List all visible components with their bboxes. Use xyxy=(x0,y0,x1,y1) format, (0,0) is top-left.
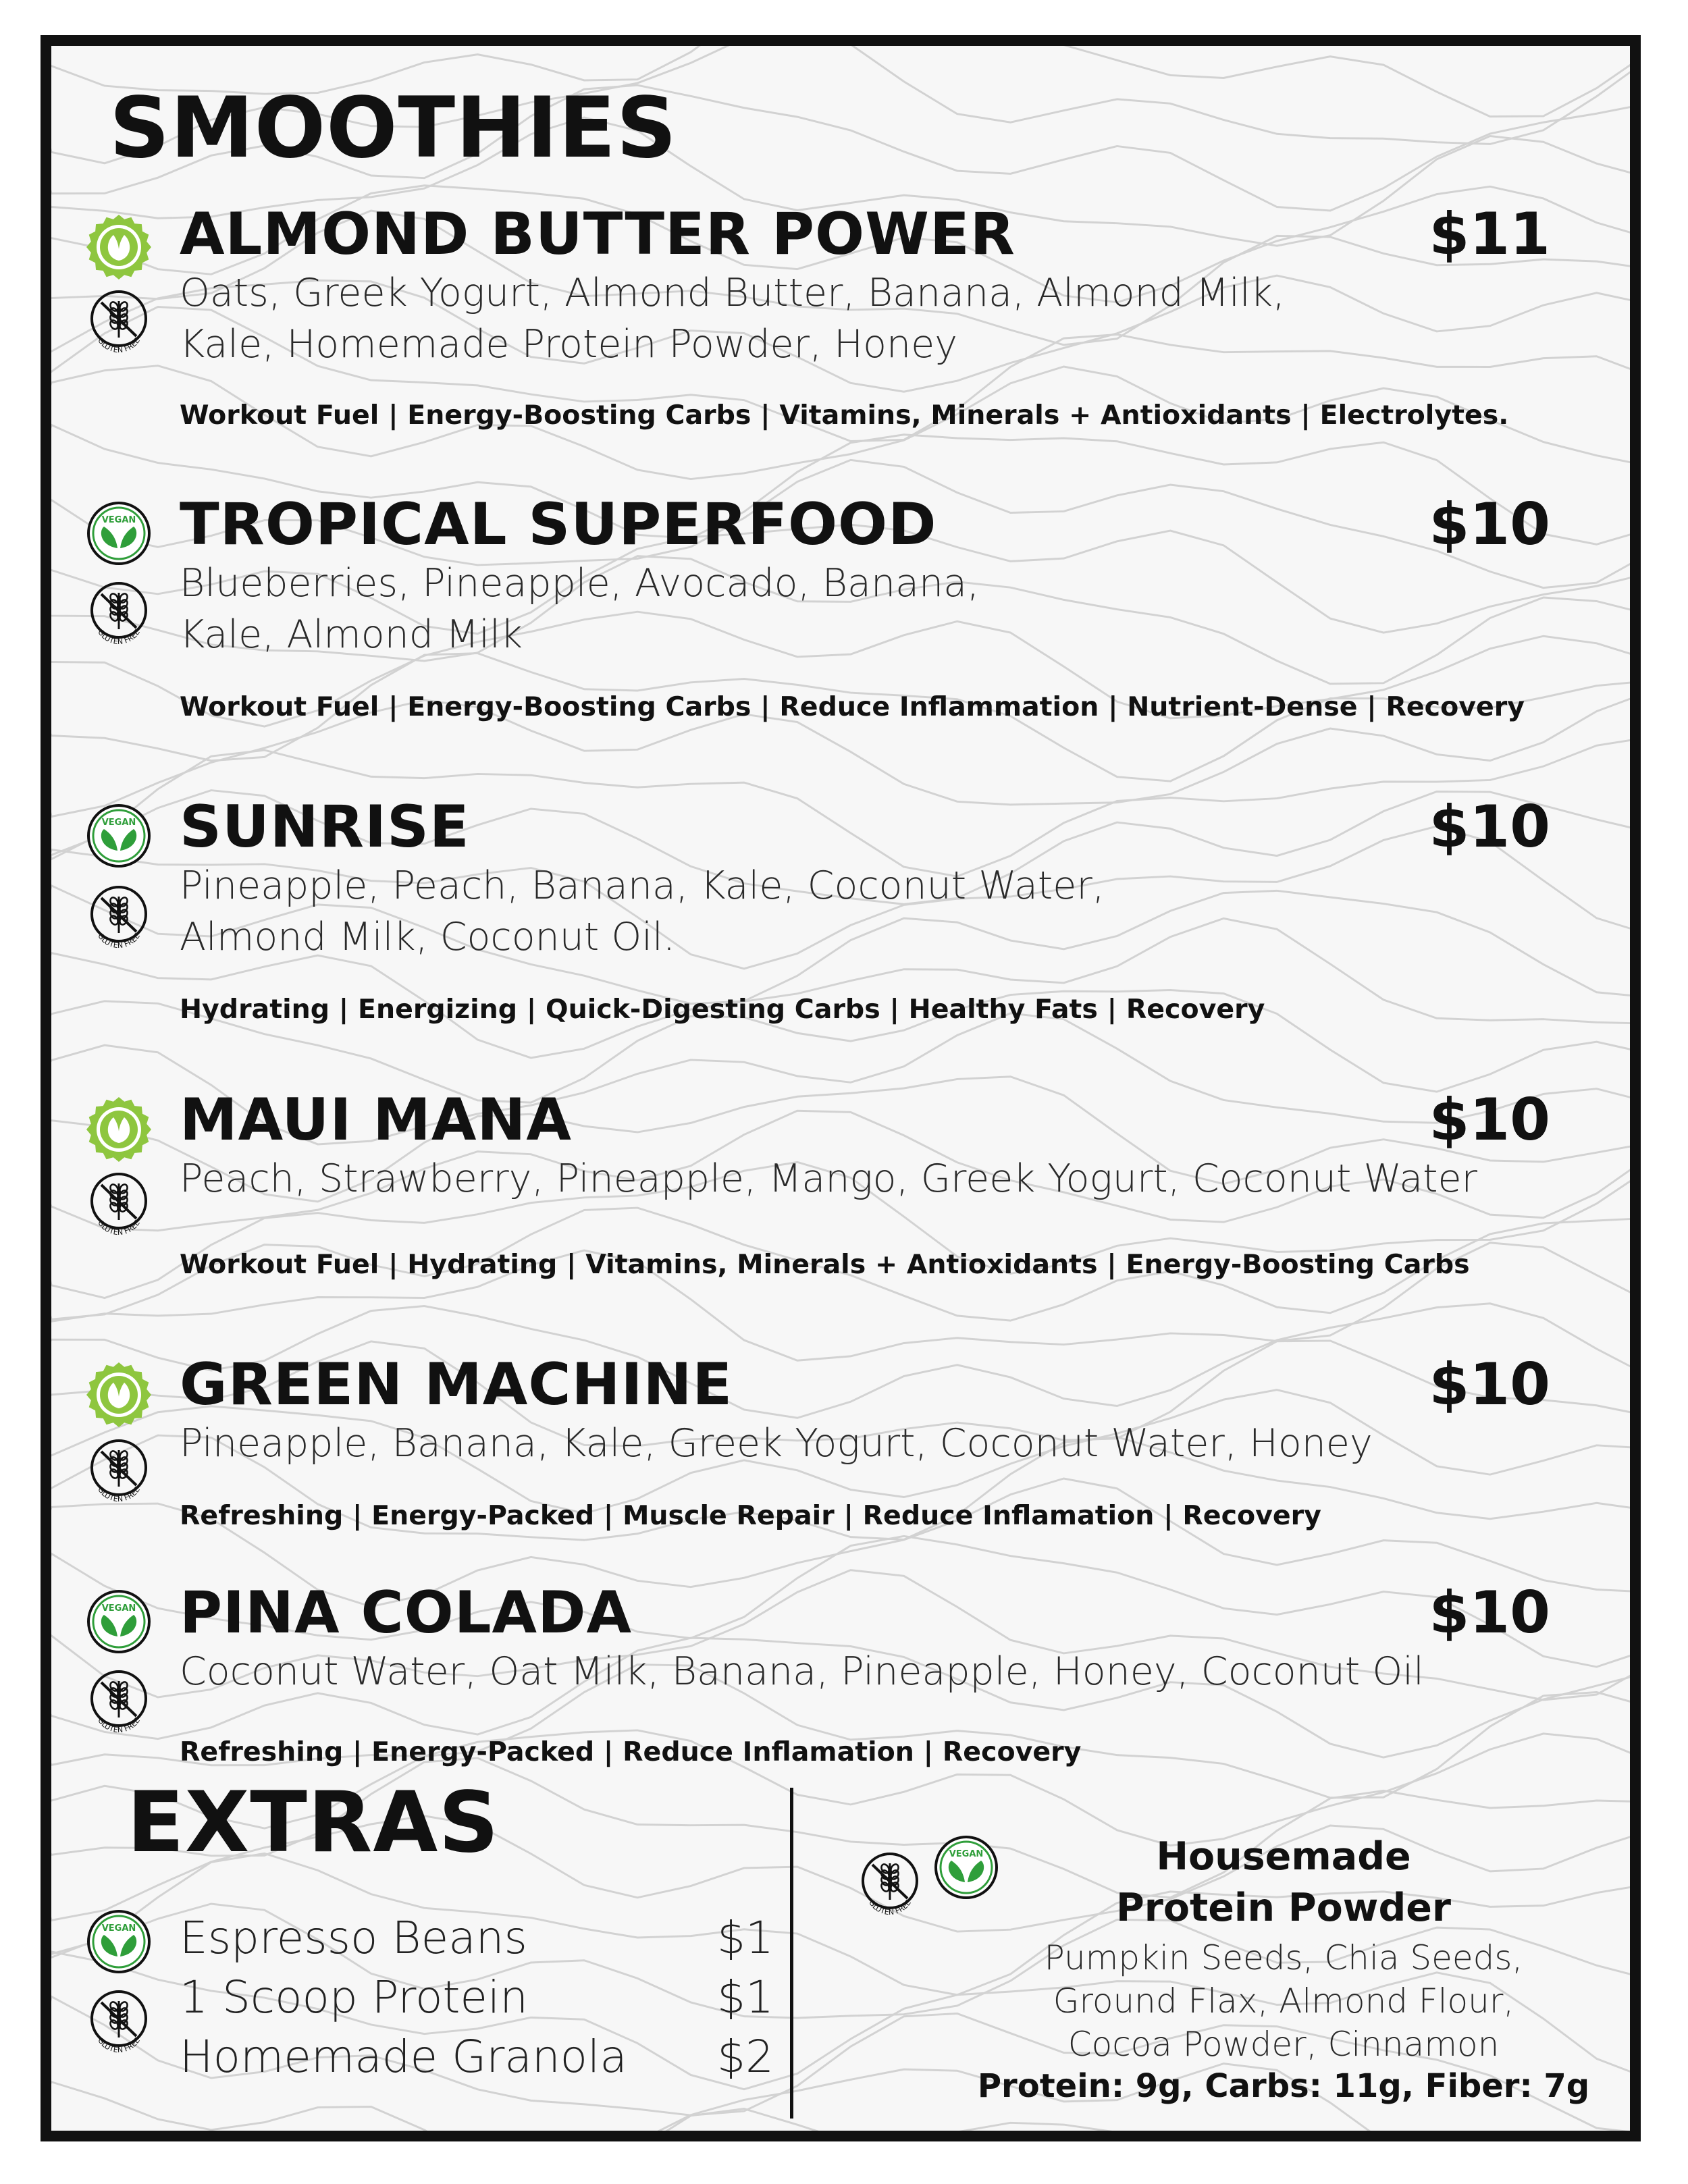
item-ingredients: Peach, Strawberry, Pineapple, Mango, Greek Yogurt, Coconut Water xyxy=(180,1156,1477,1201)
svg-text:GLUTEN FREE: GLUTEN FREE xyxy=(96,1485,142,1504)
item-name: ALMOND BUTTER POWER xyxy=(180,201,1016,268)
gluten-free-icon xyxy=(85,579,153,649)
gluten-free-icon xyxy=(85,1437,153,1507)
item-ingredients: Almond Milk, Coconut Oil. xyxy=(180,915,676,959)
svg-text:GLUTEN FREE: GLUTEN FREE xyxy=(867,1898,913,1917)
svg-text:VEGAN: VEGAN xyxy=(101,818,136,828)
protein-powder-title xyxy=(929,1831,1638,1934)
extra-item xyxy=(180,1912,774,1964)
extras-title: EXTRAS xyxy=(127,1774,500,1871)
extra-price: $1 xyxy=(717,1971,774,2023)
item-benefits: Refreshing | Energy-Packed | Muscle Repair | Reduce Inflamation | Recovery xyxy=(180,1500,1321,1531)
leaf-seal-icon xyxy=(85,213,153,281)
extra-name: Espresso Beans xyxy=(180,1912,527,1964)
item-ingredients: Kale, Homemade Protein Powder, Honey xyxy=(180,322,957,367)
svg-text:GLUTEN FREE: GLUTEN FREE xyxy=(96,1716,142,1735)
item-name: TROPICAL SUPERFOOD xyxy=(180,491,937,558)
leaf-seal-icon xyxy=(85,1361,153,1429)
item-name: GREEN MACHINE xyxy=(180,1351,733,1418)
protein-title-line: Protein Powder xyxy=(1115,1886,1452,1930)
item-price: $11 xyxy=(1429,201,1550,268)
item-price: $10 xyxy=(1429,1086,1550,1154)
gluten-free-icon xyxy=(85,1170,153,1240)
item-benefits: Workout Fuel | Hydrating | Vitamins, Minerals + Antioxidants | Energy-Boosting Carbs xyxy=(180,1249,1470,1280)
menu-title: SMOOTHIES xyxy=(109,80,678,177)
protein-ingredient-line: Pumpkin Seeds, Chia Seeds, xyxy=(1044,1938,1523,1977)
item-ingredients: Coconut Water, Oat Milk, Banana, Pineapple, Honey, Coconut Oil xyxy=(180,1649,1424,1694)
item-ingredients: Pineapple, Peach, Banana, Kale, Coconut Water, xyxy=(180,863,1105,908)
svg-text:VEGAN: VEGAN xyxy=(949,1849,984,1859)
item-benefits: Hydrating | Energizing | Quick-Digesting Carbs | Healthy Fats | Recovery xyxy=(180,994,1265,1025)
item-name: SUNRISE xyxy=(180,793,470,861)
vegan-leaf-icon xyxy=(85,500,153,567)
item-price: $10 xyxy=(1429,1579,1550,1647)
vegan-leaf-icon xyxy=(85,802,153,870)
gluten-free-icon xyxy=(85,288,153,358)
svg-text:VEGAN: VEGAN xyxy=(101,1923,136,1934)
item-name: PINA COLADA xyxy=(180,1579,633,1647)
protein-powder-nutrition: Protein: 9g, Carbs: 11g, Fiber: 7g xyxy=(977,2067,1590,2105)
menu-page xyxy=(41,35,1641,2141)
svg-text:GLUTEN FREE: GLUTEN FREE xyxy=(96,336,142,355)
svg-text:GLUTEN FREE: GLUTEN FREE xyxy=(96,628,142,647)
vegan-leaf-icon xyxy=(85,1908,153,1975)
protein-powder-ingredients xyxy=(929,1936,1638,2066)
item-price: $10 xyxy=(1429,793,1550,861)
item-ingredients: Oats, Greek Yogurt, Almond Butter, Banana, Almond Milk, xyxy=(180,271,1285,315)
item-ingredients: Pineapple, Banana, Kale, Greek Yogurt, Coconut Water, Honey xyxy=(180,1421,1373,1466)
section-divider xyxy=(790,1788,793,2119)
svg-text:GLUTEN FREE: GLUTEN FREE xyxy=(96,932,142,951)
item-price: $10 xyxy=(1429,1351,1550,1418)
leaf-seal-icon xyxy=(85,1096,153,1163)
item-price: $10 xyxy=(1429,491,1550,558)
extra-name: 1 Scoop Protein xyxy=(180,1971,529,2023)
gluten-free-icon xyxy=(85,1668,153,1738)
protein-title-line: Housemade xyxy=(1156,1834,1411,1879)
gluten-free-icon xyxy=(856,1850,924,1920)
extra-name: Homemade Granola xyxy=(180,2031,627,2083)
svg-text:GLUTEN FREE: GLUTEN FREE xyxy=(96,1219,142,1237)
item-ingredients: Blueberries, Pineapple, Avocado, Banana, xyxy=(180,561,980,606)
protein-ingredient-line: Cocoa Powder, Cinnamon xyxy=(1067,2025,1500,2064)
item-ingredients: Kale, Almond Milk xyxy=(180,612,523,657)
extra-item xyxy=(180,1971,774,2023)
protein-ingredient-line: Ground Flax, Almond Flour, xyxy=(1053,1981,1514,2021)
item-benefits: Workout Fuel | Energy-Boosting Carbs | Vitamins, Minerals + Antioxidants | Electrolytes. xyxy=(180,400,1509,431)
svg-text:GLUTEN FREE: GLUTEN FREE xyxy=(96,2036,142,2055)
gluten-free-icon xyxy=(85,883,153,953)
svg-text:VEGAN: VEGAN xyxy=(101,515,136,525)
item-name: MAUI MANA xyxy=(180,1086,572,1154)
item-benefits: Workout Fuel | Energy-Boosting Carbs | Reduce Inflammation | Nutrient-Dense | Recovery xyxy=(180,691,1525,722)
vegan-leaf-icon xyxy=(85,1588,153,1655)
svg-text:VEGAN: VEGAN xyxy=(101,1603,136,1614)
item-benefits: Refreshing | Energy-Packed | Reduce Inflamation | Recovery xyxy=(180,1736,1082,1767)
extra-price: $2 xyxy=(717,2031,774,2083)
extra-item xyxy=(180,2031,774,2083)
gluten-free-icon xyxy=(85,1988,153,2058)
extra-price: $1 xyxy=(717,1912,774,1964)
